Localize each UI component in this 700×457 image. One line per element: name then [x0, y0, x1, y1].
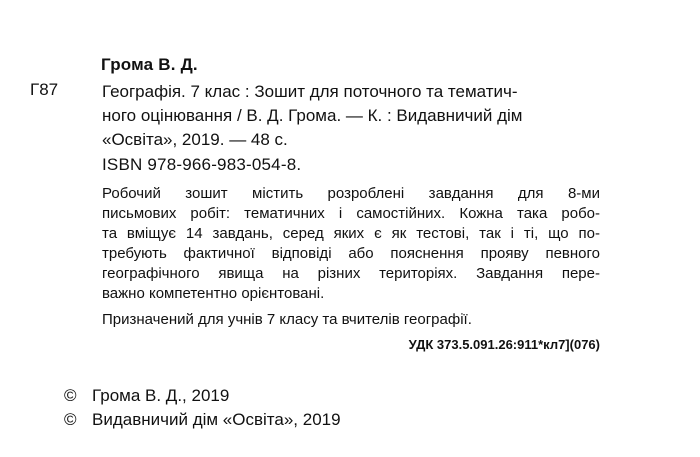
annotation: [102, 184, 600, 304]
copyright-text: Грома В. Д., 2019: [92, 386, 230, 405]
copyright-publisher: [64, 410, 341, 430]
annotation-line: письмових робіт: тематичних і самостійних. Кожна така робо-: [102, 205, 600, 222]
annotation-line: важно компетентно орієнтовані.: [102, 285, 325, 302]
annotation-line: та вміщує 14 завдань, серед яких є як тестові, так і ті, що по-: [102, 225, 600, 242]
copyright-icon: ©: [64, 386, 77, 405]
copyright-author: [64, 386, 229, 406]
copyright-icon: ©: [64, 410, 77, 429]
description-line: «Освіта», 2019. — 48 с.: [102, 130, 288, 149]
bibliographic-description: [102, 80, 600, 152]
annotation-line: географічного явища на різних територіях. Завдання пере-: [102, 265, 600, 282]
annotation-line: требують фактичної відповіді або пояснення прояву певного: [102, 245, 600, 262]
purpose-statement: Призначений для учнів 7 класу та вчителів географії.: [102, 311, 472, 328]
isbn: ISBN 978-966-983-054-8.: [102, 155, 302, 174]
description-line: ного оцінювання / В. Д. Грома. — К. : Видавничий дім: [102, 106, 523, 125]
description-line: Географія. 7 клас : Зошит для поточного та тематич-: [102, 82, 518, 101]
udk-code: УДК 373.5.091.26:911*кл7](076): [408, 337, 600, 352]
annotation-line: Робочий зошит містить розроблені завдання для 8-ми: [102, 185, 600, 202]
library-index-code: Г87: [30, 80, 59, 99]
author-name: Грома В. Д.: [101, 55, 198, 74]
copyright-text: Видавничий дім «Освіта», 2019: [92, 410, 341, 429]
